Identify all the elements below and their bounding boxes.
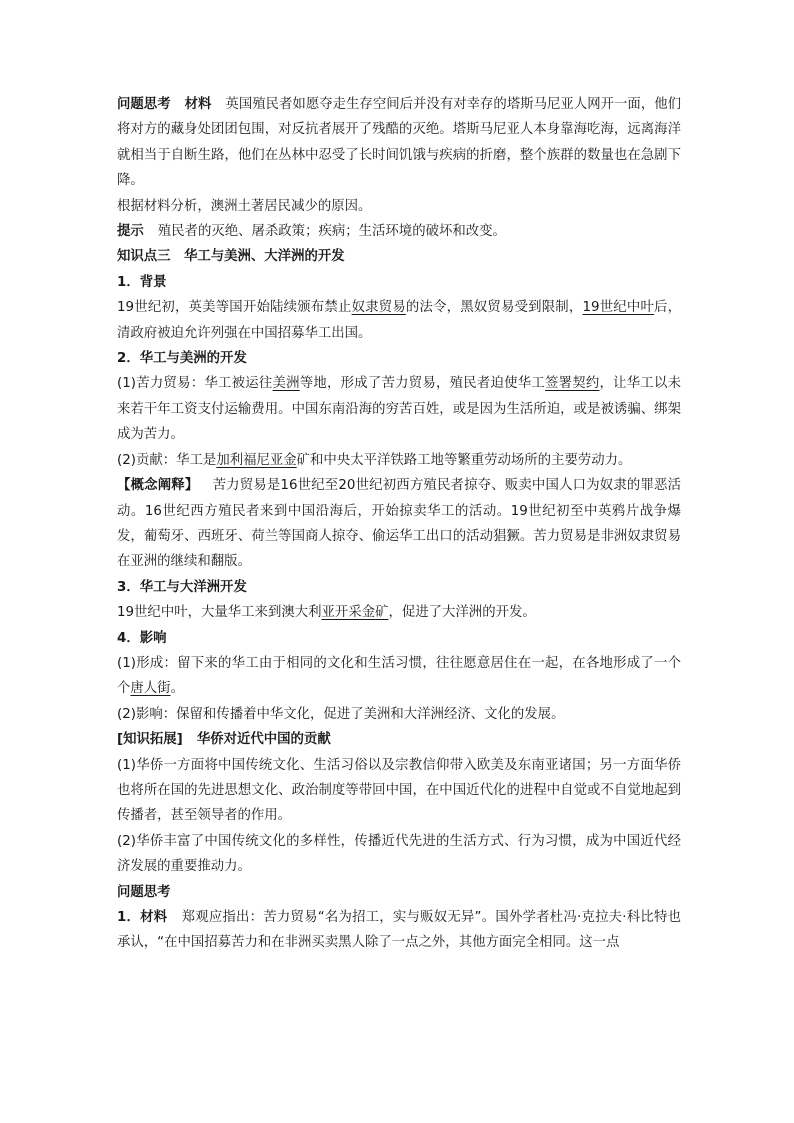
question-label: 问题思考: [117, 97, 171, 112]
question-prompt: 根据材料分析，澳洲土著居民减少的原因。: [117, 198, 372, 214]
background-paragraph: [117, 295, 681, 346]
subheading-background: 1．背景: [117, 274, 167, 290]
hint-paragraph: [117, 219, 681, 244]
extension-paragraph-1: (1)华侨一方面将中国传统文化、生活习俗以及宗教信仰带入欧美及东南亚诸国；另一方面华侨也将所在国的先进思想文化、政治制度等带回中国，在中国近代化的进程中自觉或不自觉地起到传播者，甚至领导者的作用。: [117, 757, 681, 824]
extension-heading: [117, 727, 681, 752]
underlined-term: 签署契约: [545, 376, 600, 392]
section-heading-kp3: 知识点三 华工与美洲、大洋洲的开发: [117, 249, 345, 265]
underlined-term: 唐人街: [130, 681, 171, 697]
material-text: 郑观应指出：苦力贸易“名为招工，实与贩奴无异”。国外学者杜冯·克拉夫·科比特也承认，“在中国招募苦力和在非洲买卖黑人除了一点之外，其他方面完全相同。这一点: [117, 910, 681, 951]
item-label: 1．材料: [117, 910, 168, 925]
extension-label: [知识拓展]: [117, 732, 183, 748]
oceania-paragraph: [117, 600, 681, 625]
text-run: 等地，形成了苦力贸易，殖民者迫使华工: [299, 376, 545, 392]
underlined-term: 19世纪中叶: [582, 300, 655, 316]
underlined-term: 奴隶贸易: [351, 300, 406, 316]
subheading-oceania: 3．华工与大洋洲开发: [117, 579, 247, 595]
text-run: 矿和中央太平洋铁路工地等繁重劳动场所的主要劳动力。: [296, 452, 632, 468]
concept-paragraph: [117, 473, 681, 575]
text-run: 19世纪初，英美等国开始陆续颁布禁止: [117, 300, 352, 316]
formation-paragraph: [117, 651, 681, 702]
concept-text: 苦力贸易是16世纪至20世纪初西方殖民者掠夺、贩卖中国人口为奴隶的罪恶活动。16世纪西方殖民者来到中国沿海后，开始掠卖华工的活动。19世纪初至中英鸦片战争爆发，葡萄牙、西班牙、荷兰等国商人掠夺、偷运华工出口的活动猖獗。苦力贸易是非洲奴隶贸易在亚洲的继续和翻版。: [117, 478, 681, 570]
text-run: 。: [170, 681, 184, 697]
text-run: (1)形成：留下来的华工由于相同的文化和生活习惯，往往愿意居住在一起，在各地形成了一个个: [117, 655, 681, 697]
document-page: [117, 92, 681, 956]
text-run: ，让华工以未来若干年工资支付运输费用。中国东南沿海的穷苦百姓，或是因为生活所迫，或是被诱骗、绑架成为苦力。: [117, 376, 682, 443]
influence-paragraph: (2)影响：保留和传播着中华文化，促进了美洲和大洋洲经济、文化的发展。: [117, 706, 565, 722]
question-paragraph-1: [117, 92, 681, 194]
contribution-paragraph: [117, 448, 681, 473]
extension-title: 华侨对近代中国的贡献: [196, 732, 331, 748]
text-run: 的法令，黑奴贸易受到限制，: [405, 300, 583, 316]
subheading-impact: 4．影响: [117, 630, 167, 646]
hint-text: 殖民者的灭绝、屠杀政策；疾病；生活环境的破坏和改变。: [157, 224, 506, 240]
text-run: 后，清政府被迫允许列强在中国招募华工出国。: [117, 300, 682, 341]
extension-paragraph-2: (2)华侨丰富了中国传统文化的多样性，传播近代先进的生活方式、行为习惯，成为中国近代经济发展的重要推动力。: [117, 833, 681, 875]
underlined-term: 美洲: [272, 376, 300, 392]
material-label: 材料: [184, 97, 212, 112]
text-run: (1)苦力贸易：华工被运往: [117, 376, 273, 392]
subheading-americas: 2．华工与美洲的开发: [117, 351, 247, 367]
concept-label: 【概念阐释】: [117, 478, 199, 494]
hint-label: 提示: [117, 224, 144, 240]
coolie-trade-paragraph: [117, 371, 681, 447]
text-run: 19世纪中叶，大量华工来到澳大利: [117, 605, 322, 621]
question-2-paragraph: [117, 905, 681, 956]
underlined-term: 加利福尼亚金: [216, 452, 297, 468]
material-text: 英国殖民者如愿夺走生存空间后并没有对幸存的塔斯马尼亚人网开一面，他们将对方的藏身处团团包围，对反抗者展开了残酷的灭绝。塔斯马尼亚人本身靠海吃海，远离海洋就相当于自断生路，他们在丛林中忍受了长时间饥饿与疾病的折磨，整个族群的数量也在急剧下降。: [117, 97, 682, 189]
text-run: ，促进了大洋洲的开发。: [388, 605, 536, 621]
underlined-term: 亚开采金矿: [321, 605, 389, 621]
question-heading-2: 问题思考: [117, 884, 171, 900]
text-run: (2)贡献：华工是: [117, 452, 217, 468]
